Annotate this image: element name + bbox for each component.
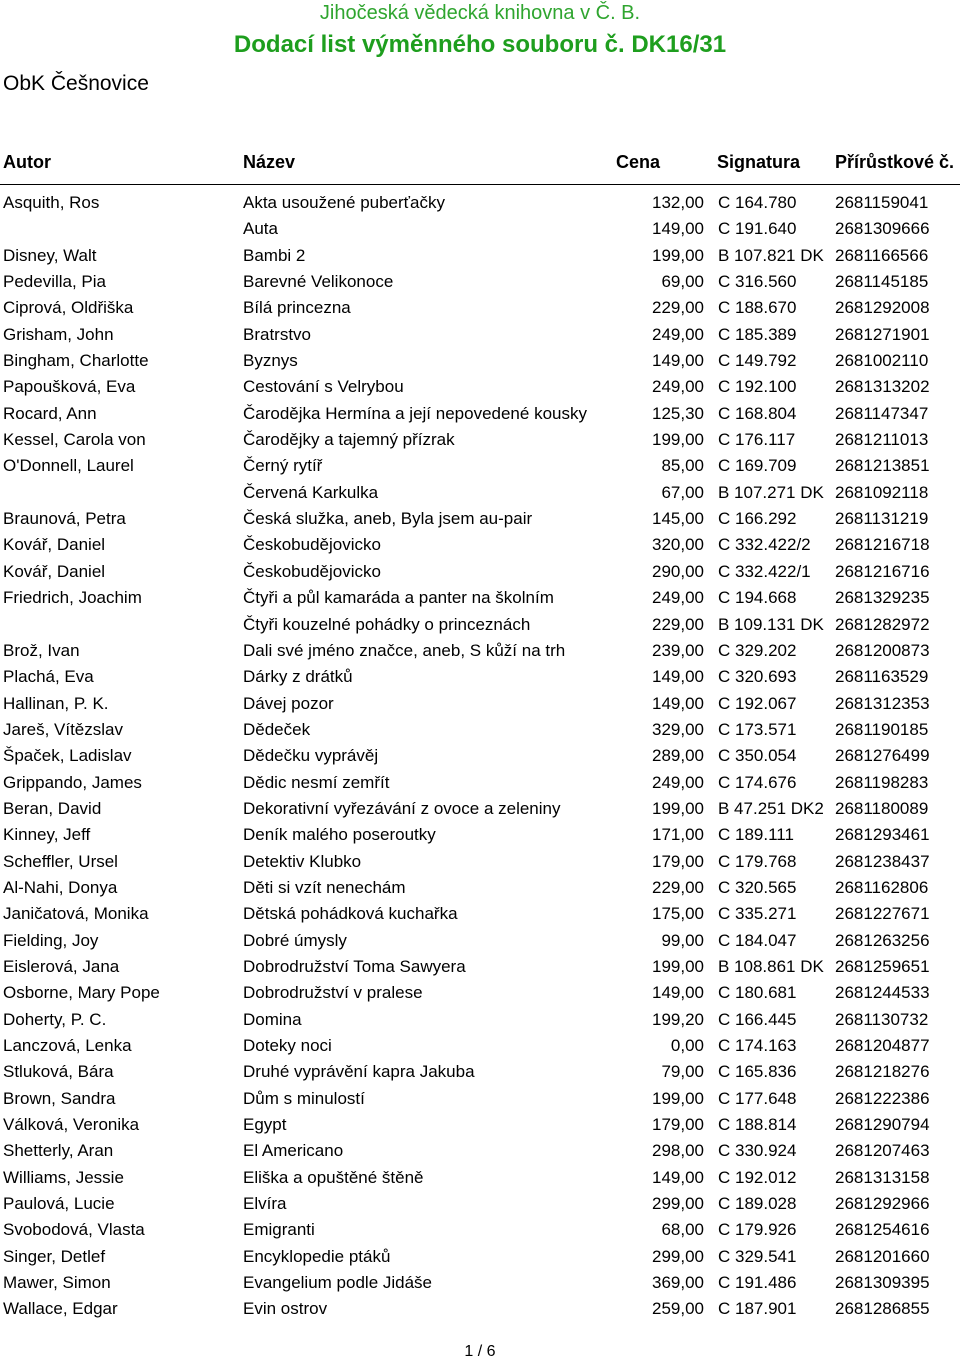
cell-signatura: C 174.163 [718,1036,797,1055]
cell-signatura: C 330.924 [718,1141,797,1161]
column-header-cena: Cena [616,152,661,172]
cell-cena: 369,00 [652,1273,704,1293]
cell-prirustkove: 2681204877 [835,1036,930,1055]
cell-prirustkove: 2681244533 [835,983,930,1003]
cell-autor: Kovář, Daniel [3,561,106,581]
cell-autor: Kovář, Daniel [3,535,106,555]
cell-prirustkove: 2681198283 [835,772,929,792]
cell-signatura: B 108.861 DK [718,956,824,976]
cell-signatura: C 192.100 [718,377,797,397]
cell-prirustkove: 2681313202 [835,377,930,397]
library-name: Jihočeská vědecká knihovna v Č. B. [319,2,641,24]
cell-cena: 199,00 [652,1088,704,1108]
cell-nazev: Dobré úmysly [243,930,347,950]
cell-prirustkove: 2681211013 [835,430,929,450]
cell-nazev: Elvíra [243,1194,287,1214]
cell-nazev: Čarodějka Hermína a její nepovedené kousky [243,403,587,423]
cell-nazev: Červená Karkulka [243,482,379,502]
table-row [0,1296,960,1322]
table-row [0,190,960,216]
cell-signatura: C 174.676 [718,772,797,792]
cell-nazev: Děti si vzít nenechám [243,877,406,897]
cell-autor: Stluková, Bára [3,1062,114,1082]
cell-nazev: Druhé vyprávění kapra Jakuba [243,1062,475,1082]
cell-signatura: C 192.067 [718,693,797,713]
cell-signatura: B 107.821 DK [718,245,824,265]
table-row [0,1059,960,1085]
cell-nazev: Dávej pozor [243,693,334,713]
cell-cena: 199,20 [652,1009,704,1029]
cell-autor: Rocard, Ann [3,403,97,423]
cell-prirustkove: 2681162806 [835,877,929,897]
table-row [0,216,960,242]
table-row [0,980,960,1006]
table-row [0,1112,960,1138]
cell-prirustkove: 2681190185 [835,719,929,739]
cell-prirustkove: 2681092118 [835,482,929,502]
table-row [0,506,960,532]
cell-signatura: C 329.202 [718,640,797,660]
cell-nazev: Akta usoužené puberťačky [243,193,445,212]
table-row [0,770,960,796]
table-row [0,1138,960,1164]
cell-signatura: C 173.571 [718,719,797,739]
cell-autor: Fielding, Joy [3,930,99,950]
cell-signatura: C 189.028 [718,1194,797,1214]
cell-autor: Pedevilla, Pia [3,272,107,292]
cell-signatura: C 169.709 [718,456,797,476]
cell-autor: Janičatová, Monika [3,904,149,924]
cell-autor: Grippando, James [3,772,142,792]
cell-autor: Kinney, Jeff [3,825,91,845]
cell-autor: Plachá, Eva [3,667,94,687]
table-row [0,796,960,822]
cell-nazev: Auta [243,219,278,239]
cell-signatura: C 177.648 [718,1088,797,1108]
cell-signatura: C 184.047 [718,930,797,950]
cell-autor: Eislerová, Jana [3,956,120,976]
cell-autor: Lanczová, Lenka [3,1036,132,1055]
table-row [0,559,960,585]
cell-nazev: Čtyři kouzelné pohádky o princeznách [243,614,531,634]
cell-prirustkove: 2681163529 [835,667,929,687]
cell-autor: Osborne, Mary Pope [3,983,160,1003]
table-header [0,150,960,185]
cell-autor: Disney, Walt [3,245,97,265]
cell-nazev: Deník malého poseroutky [243,825,436,845]
cell-signatura: B 109.131 DK [718,614,824,634]
cell-signatura: C 316.560 [718,272,797,292]
cell-nazev: Dobrodružství v pralese [243,983,423,1003]
cell-cena: 199,00 [652,798,704,818]
table-row [0,954,960,980]
cell-signatura: C 320.693 [718,667,797,687]
cell-autor: Singer, Detlef [3,1246,106,1266]
table-body [0,190,960,1323]
cell-cena: 320,00 [652,535,704,555]
cell-cena: 125,30 [652,403,704,423]
cell-prirustkove: 2681180089 [835,798,929,818]
cell-cena: 299,00 [652,1246,704,1266]
table-row [0,348,960,374]
cell-autor: Mawer, Simon [3,1273,111,1293]
table-row [0,1244,960,1270]
cell-cena: 68,00 [661,1220,704,1240]
cell-autor: Válková, Veronika [3,1115,140,1135]
cell-prirustkove: 2681147347 [835,403,929,423]
cell-autor: Ciprová, Oldřiška [3,298,134,318]
cell-signatura: C 191.640 [718,219,797,239]
cell-cena: 249,00 [652,772,704,792]
cell-cena: 229,00 [652,877,704,897]
cell-prirustkove: 2681216718 [835,535,930,555]
cell-cena: 149,00 [652,693,704,713]
cell-prirustkove: 2681002110 [835,351,929,371]
table-row [0,374,960,400]
cell-cena: 67,00 [661,482,704,502]
cell-signatura: C 166.445 [718,1009,797,1029]
cell-nazev: Čarodějky a tajemný přízrak [243,430,455,450]
cell-cena: 149,00 [652,667,704,687]
cell-autor: Kessel, Carola von [3,430,146,450]
table-row [0,427,960,453]
cell-nazev: Dobrodružství Toma Sawyera [243,956,466,976]
cell-autor: Brož, Ivan [3,640,80,660]
cell-cena: 299,00 [652,1194,704,1214]
cell-autor: Doherty, P. C. [3,1009,107,1029]
table-row [0,1270,960,1296]
table-row [0,1086,960,1112]
cell-nazev: Cestování s Velrybou [243,377,404,397]
table-row [0,638,960,664]
cell-prirustkove: 2681216716 [835,561,930,581]
cell-cena: 132,00 [652,193,704,212]
cell-autor: Jareš, Vítězslav [3,719,123,739]
table-row [0,585,960,611]
cell-signatura: B 47.251 DK2 [718,798,824,818]
cell-cena: 149,00 [652,1167,704,1187]
cell-signatura: C 189.111 [718,825,794,845]
cell-signatura: C 176.117 [718,430,796,450]
cell-cena: 85,00 [661,456,704,476]
cell-autor: O'Donnell, Laurel [3,456,134,476]
cell-prirustkove: 2681227671 [835,904,930,924]
cell-nazev: Dědic nesmí zemřít [243,772,390,792]
column-header-autor: Autor [3,152,51,172]
cell-nazev: Česká služka, aneb, Byla jsem au-pair [243,509,533,529]
page-number: 1 / 6 [464,1343,496,1360]
table-row [0,691,960,717]
cell-nazev: Byznys [243,351,298,371]
cell-nazev: Egypt [243,1115,287,1135]
cell-prirustkove: 2681238437 [835,851,930,871]
cell-nazev: Černý rytíř [243,456,323,476]
cell-prirustkove: 2681292966 [835,1194,930,1214]
cell-cena: 199,00 [652,245,704,265]
cell-prirustkove: 2681259651 [835,956,930,976]
table-row [0,1033,960,1059]
cell-nazev: Čtyři a půl kamaráda a panter na školním [243,588,554,608]
cell-nazev: Českobudějovicko [243,561,381,581]
cell-nazev: Dědečku vyprávěj [243,746,379,766]
cell-autor: Scheffler, Ursel [3,851,118,871]
cell-cena: 298,00 [652,1141,704,1161]
cell-prirustkove: 2681292008 [835,298,930,318]
table-row [0,1165,960,1191]
cell-autor: Brown, Sandra [3,1088,116,1108]
table-row [0,849,960,875]
cell-autor: Shetterly, Aran [3,1141,114,1161]
cell-cena: 175,00 [652,904,704,924]
cell-nazev: Eliška a opuštěné štěně [243,1167,424,1187]
cell-autor: Papoušková, Eva [3,377,136,397]
table-row [0,532,960,558]
cell-signatura: C 179.926 [718,1220,797,1240]
cell-nazev: Dětská pohádková kuchařka [243,904,458,924]
cell-prirustkove: 2681166566 [835,245,929,265]
cell-prirustkove: 2681130732 [835,1009,929,1029]
cell-nazev: Bílá princezna [243,298,351,318]
cell-prirustkove: 2681312353 [835,693,930,713]
column-header-nazev: Název [243,152,296,172]
cell-autor: Bingham, Charlotte [3,351,149,371]
cell-signatura: C 320.565 [718,877,797,897]
table-row [0,322,960,348]
cell-autor: Asquith, Ros [3,193,100,212]
cell-autor: Špaček, Ladislav [3,746,132,766]
cell-autor: Williams, Jessie [3,1167,124,1187]
cell-nazev: Bratrstvo [243,324,312,344]
table-row [0,401,960,427]
table-row [0,875,960,901]
cell-cena: 199,00 [652,956,704,976]
cell-prirustkove: 2681276499 [835,746,930,766]
cell-signatura: C 191.486 [718,1273,797,1293]
cell-prirustkove: 2681309395 [835,1273,930,1293]
cell-cena: 289,00 [652,746,704,766]
cell-prirustkove: 2681213851 [835,456,930,476]
column-header-signatura: Signatura [717,152,801,172]
cell-cena: 171,00 [652,825,704,845]
cell-cena: 229,00 [652,298,704,318]
cell-cena: 229,00 [652,614,704,634]
cell-nazev: El Americano [243,1141,344,1161]
cell-nazev: Dekorativní vyřezávání z ovoce a zeleniny [243,798,561,818]
cell-cena: 149,00 [652,219,704,239]
cell-nazev: Dali své jméno značce, aneb, S kůží na trh [243,640,566,660]
cell-autor: Hallinan, P. K. [3,693,109,713]
cell-prirustkove: 2681282972 [835,614,930,634]
cell-nazev: Evin ostrov [243,1299,328,1319]
table-row [0,243,960,269]
table-row [0,664,960,690]
cell-autor: Paulová, Lucie [3,1194,115,1214]
cell-nazev: Detektiv Klubko [243,851,362,871]
cell-signatura: C 335.271 [718,904,797,924]
cell-signatura: C 329.541 [718,1246,797,1266]
cell-signatura: C 168.804 [718,403,797,423]
cell-nazev: Emigranti [243,1220,315,1240]
cell-signatura: C 179.768 [718,851,797,871]
cell-prirustkove: 2681309666 [835,219,930,239]
cell-cena: 149,00 [652,983,704,1003]
cell-nazev: Bambi 2 [243,245,306,265]
cell-prirustkove: 2681201660 [835,1246,930,1266]
cell-cena: 329,00 [652,719,704,739]
cell-cena: 239,00 [652,640,704,660]
cell-nazev: Domina [243,1009,302,1029]
cell-autor: Svobodová, Vlasta [3,1220,145,1240]
cell-prirustkove: 2681293461 [835,825,930,845]
column-header-prirustkove: Přírůstkové č. [835,152,955,172]
cell-prirustkove: 2681200873 [835,640,930,660]
cell-nazev: Encyklopedie ptáků [243,1246,391,1266]
cell-prirustkove: 2681286855 [835,1299,930,1319]
cell-autor: Al-Nahi, Donya [3,877,118,897]
cell-nazev: Českobudějovicko [243,535,381,555]
cell-prirustkove: 2681254616 [835,1220,930,1240]
cell-autor: Wallace, Edgar [3,1299,118,1319]
cell-signatura: C 187.901 [718,1299,797,1319]
table-row [0,822,960,848]
table-row [0,1217,960,1243]
cell-cena: 0,00 [670,1036,704,1055]
cell-cena: 145,00 [652,509,704,529]
cell-prirustkove: 2681329235 [835,588,930,608]
cell-signatura: C 180.681 [718,983,797,1003]
cell-cena: 179,00 [652,1115,704,1135]
cell-cena: 99,00 [661,930,704,950]
cell-nazev: Doteky noci [243,1036,332,1055]
cell-signatura: C 188.670 [718,298,797,318]
document-title: Dodací list výměnného souboru č. DK16/31 [233,31,727,58]
cell-signatura: C 165.836 [718,1062,797,1082]
cell-signatura: C 164.780 [718,193,797,212]
cell-autor: Friedrich, Joachim [3,588,142,608]
cell-cena: 179,00 [652,851,704,871]
cell-signatura: C 194.668 [718,588,797,608]
cell-cena: 69,00 [661,272,704,292]
cell-cena: 199,00 [652,430,704,450]
table-row [0,480,960,506]
table-row [0,717,960,743]
cell-nazev: Barevné Velikonoce [243,272,394,292]
cell-signatura: C 166.292 [718,509,797,529]
cell-cena: 259,00 [652,1299,704,1319]
cell-signatura: C 332.422/1 [718,561,811,581]
cell-nazev: Dědeček [243,719,311,739]
cell-prirustkove: 2681222386 [835,1088,930,1108]
cell-cena: 290,00 [652,561,704,581]
table-row [0,269,960,295]
cell-cena: 79,00 [661,1062,704,1082]
table-row [0,1191,960,1217]
table-row [0,901,960,927]
cell-prirustkove: 2681207463 [835,1141,930,1161]
cell-autor: Beran, David [3,798,102,818]
cell-prirustkove: 2681145185 [835,272,929,292]
cell-prirustkove: 2681313158 [835,1167,930,1187]
cell-signatura: C 149.792 [718,351,797,371]
cell-prirustkove: 2681290794 [835,1115,930,1135]
cell-nazev: Dům s minulostí [243,1088,365,1108]
cell-signatura: C 192.012 [718,1167,797,1187]
table-row [0,453,960,479]
cell-prirustkove: 2681271901 [835,324,930,344]
cell-prirustkove: 2681218276 [835,1062,930,1082]
recipient-library: ObK Češnovice [3,72,149,95]
cell-nazev: Dárky z drátků [243,667,353,687]
cell-cena: 249,00 [652,588,704,608]
cell-prirustkove: 2681159041 [835,193,929,212]
cell-prirustkove: 2681131219 [835,509,929,529]
cell-cena: 249,00 [652,324,704,344]
cell-signatura: C 350.054 [718,746,797,766]
cell-autor: Braunová, Petra [3,509,126,529]
cell-cena: 149,00 [652,351,704,371]
table-row [0,928,960,954]
cell-signatura: B 107.271 DK [718,482,824,502]
table-row [0,612,960,638]
cell-signatura: C 185.389 [718,324,797,344]
cell-signatura: C 188.814 [718,1115,797,1135]
table-row [0,295,960,321]
table-row [0,743,960,769]
cell-autor: Grisham, John [3,324,114,344]
cell-signatura: C 332.422/2 [718,535,811,555]
cell-prirustkove: 2681263256 [835,930,930,950]
cell-nazev: Evangelium podle Jidáše [243,1273,433,1293]
table-row [0,1007,960,1033]
cell-cena: 249,00 [652,377,704,397]
